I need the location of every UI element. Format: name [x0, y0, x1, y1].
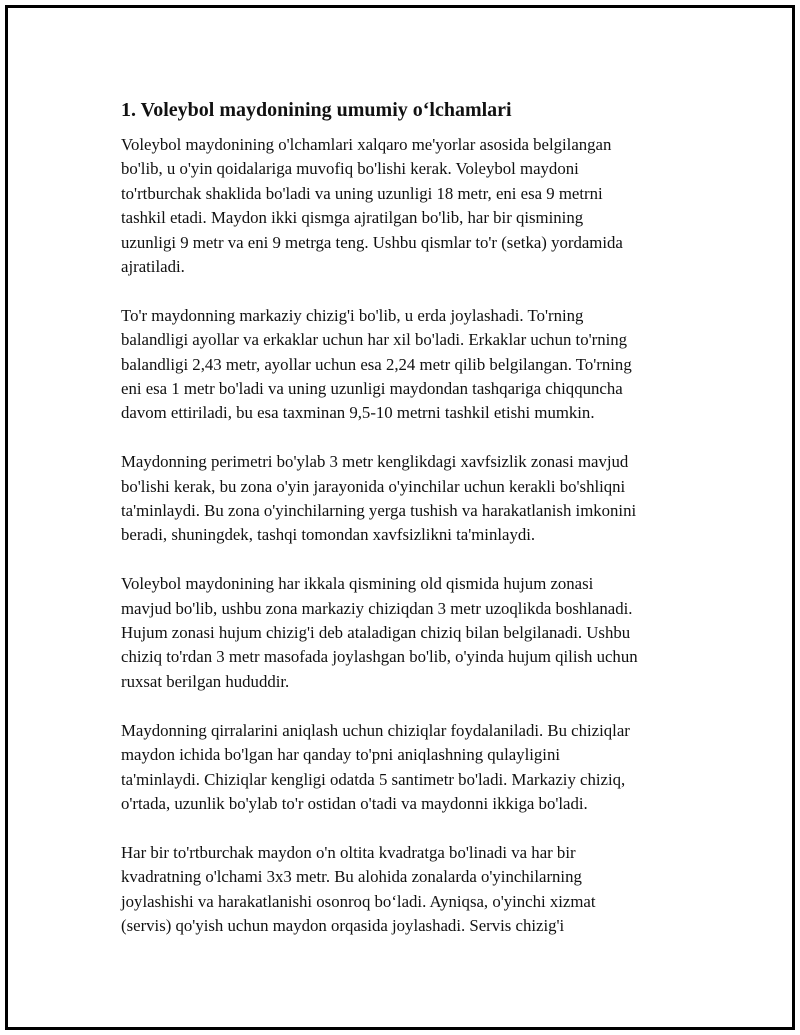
paragraph	[121, 450, 701, 548]
section-heading: 1. Voleybol maydonining umumiy o‘lchamlari	[121, 99, 512, 121]
text-line: (servis) qo'yish uchun maydon orqasida joylashadi. Servis chizig'i	[121, 915, 565, 935]
text-line: bo'lishi kerak, bu zona o'yin jarayonida o'yinchilar uchun kerakli bo'shliqni	[121, 476, 626, 496]
text-line: Maydonning perimetri bo'ylab 3 metr kenglikdagi xavfsizlik zonasi mavjud	[121, 452, 629, 472]
paragraph	[121, 572, 701, 694]
text-line: To'r maydonning markaziy chizig'i bo'lib, u erda joylashadi. To'rning	[121, 305, 584, 325]
document-body	[121, 98, 701, 963]
text-line: Maydonning qirralarini aniqlash uchun chiziqlar foydalaniladi. Bu chiziqlar	[121, 720, 630, 740]
text-line: ruxsat berilgan hududdir.	[121, 671, 290, 691]
text-line: maydon ichida bo'lgan har qanday to'pni aniqlashning qulayligini	[121, 745, 561, 765]
text-line: ta'minlaydi. Bu zona o'yinchilarning yerga tushish va harakatlanish imkonini	[121, 501, 637, 521]
text-line: davom ettiriladi, bu esa taxminan 9,5-10 metrni tashkil etishi mumkin.	[121, 403, 595, 423]
text-line: Hujum zonasi hujum chizig'i deb ataladigan chiziq bilan belgilanadi. Ushbu	[121, 623, 631, 643]
text-line: ajratiladi.	[121, 257, 185, 277]
text-line: beradi, shuningdek, tashqi tomondan xavfsizlikni ta'minlaydi.	[121, 525, 536, 545]
text-line: bo'lib, u o'yin qoidalariga muvofiq bo'lishi kerak. Voleybol maydoni	[121, 159, 579, 179]
paragraph	[121, 133, 701, 279]
paragraph	[121, 841, 701, 939]
text-line: ta'minlaydi. Chiziqlar kengligi odatda 5 santimetr bo'ladi. Markaziy chiziq,	[121, 769, 626, 789]
text-line: eni esa 1 metr bo'ladi va uning uzunligi maydondan tashqariga chiqquncha	[121, 379, 623, 399]
text-line: mavjud bo'lib, ushbu zona markaziy chiziqdan 3 metr uzoqlikda boshlanadi.	[121, 598, 633, 618]
page-frame	[5, 5, 795, 1030]
text-line: joylashishi va harakatlanishi osonroq bo‘ladi. Ayniqsa, o'yinchi xizmat	[121, 891, 596, 911]
paragraph	[121, 304, 701, 426]
text-line: Har bir to'rtburchak maydon o'n oltita kvadratga bo'linadi va har bir	[121, 842, 576, 862]
text-line: tashkil etadi. Maydon ikki qismga ajratilgan bo'lib, har bir qismining	[121, 208, 584, 228]
text-line: Voleybol maydonining o'lchamlari xalqaro me'yorlar asosida belgilangan	[121, 135, 612, 154]
text-line: chiziq to'rdan 3 metr masofada joylashgan bo'lib, o'yinda hujum qilish uchun	[121, 647, 638, 667]
text-line: to'rtburchak shaklida bo'ladi va uning uzunligi 18 metr, eni esa 9 metrni	[121, 183, 603, 203]
text-line: o'rtada, uzunlik bo'ylab to'r ostidan o'tadi va maydonni ikkiga bo'ladi.	[121, 793, 588, 813]
text-line: balandligi ayollar va erkaklar uchun har xil bo'ladi. Erkaklar uchun to'rning	[121, 330, 628, 350]
text-line: balandligi 2,43 metr, ayollar uchun esa 2,24 metr qilib belgilangan. To'rning	[121, 354, 632, 374]
paragraph	[121, 719, 701, 817]
text-line: kvadratning o'lchami 3x3 metr. Bu alohida zonalarda o'yinchilarning	[121, 867, 582, 887]
text-line: uzunligi 9 metr va eni 9 metrga teng. Ushbu qismlar to'r (setka) yordamida	[121, 232, 623, 252]
text-line: Voleybol maydonining har ikkala qismining old qismida hujum zonasi	[121, 574, 594, 594]
